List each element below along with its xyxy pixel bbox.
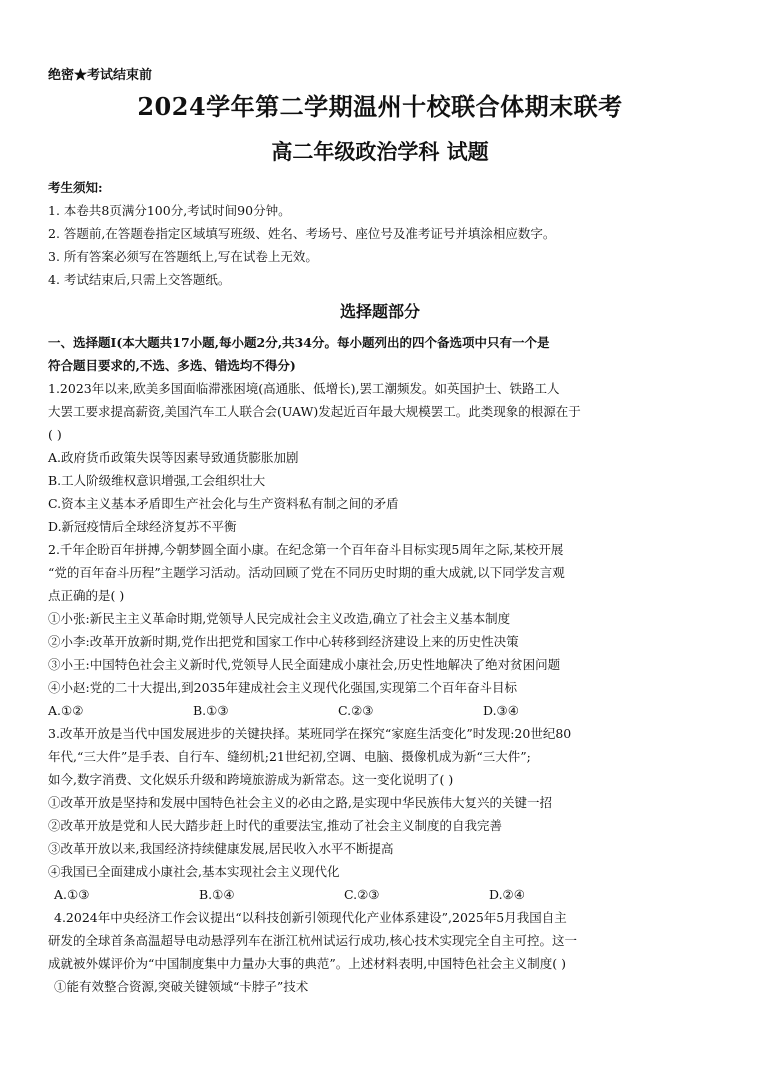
question-stem: 如今,数字消费、文化娱乐升级和跨境旅游成为新常态。这一变化说明了( ): [48, 772, 454, 787]
question-2: [48, 538, 714, 722]
answer-choice: B.①③: [193, 703, 229, 718]
part-intro: 符合题目要求的,不选、多选、错选均不得分): [48, 358, 296, 373]
question-stem: ( ): [48, 427, 62, 442]
question-stem: 2.千年企盼百年拼搏,今朝梦圆全面小康。在纪念第一个百年奋斗目标实现5周年之际,某校开展: [48, 542, 564, 557]
question-stem: 大罢工要求提高薪资,美国汽车工人联合会(UAW)发起近百年最大规模罢工。此类现象的根源在于: [48, 404, 581, 419]
question-stem: 点正确的是( ): [48, 588, 125, 603]
exam-subtitle: 高二年级政治学科 试题: [271, 139, 489, 164]
question-1: [48, 377, 714, 538]
statement: ④我国已全面建成小康社会,基本实现社会主义现代化: [48, 864, 340, 879]
statement: ③改革开放以来,我国经济持续健康发展,居民收入水平不断提高: [48, 841, 394, 856]
notice-item: 2. 答题前,在答题卷指定区域填写班级、姓名、考场号、座位号及准考证号并填涂相应数字。: [48, 226, 556, 241]
notice-item: 4. 考试结束后,只需上交答题纸。: [48, 272, 231, 287]
question-stem: 研发的全球首条高温超导电动悬浮列车在浙江杭州试运行成功,核心技术实现完全自主可控。这一: [48, 933, 577, 948]
statement: ③小王:中国特色社会主义新时代,党领导人民全面建成小康社会,历史性地解决了绝对贫困问题: [48, 657, 561, 672]
questions: [48, 331, 714, 998]
answer-choice: D.③④: [483, 703, 519, 718]
notice-item: 1. 本卷共8页满分100分,考试时间90分钟。: [48, 203, 291, 218]
notice-heading: 考生须知:: [48, 180, 103, 195]
answer-choice: D.②④: [489, 887, 525, 902]
question-stem: “党的百年奋斗历程”主题学习活动。活动回顾了党在不同历史时期的重大成就,以下同学发言观: [48, 565, 565, 580]
statement: ①改革开放是坚持和发展中国特色社会主义的必由之路,是实现中华民族伟大复兴的关键一招: [48, 795, 552, 810]
choice-row: [48, 883, 714, 906]
statement: ④小赵:党的二十大提出,到2035年建成社会主义现代化强国,实现第二个百年奋斗目标: [48, 680, 517, 695]
question-4: [48, 906, 714, 998]
answer-choice: A.①③: [54, 887, 90, 902]
question-3: [48, 722, 714, 906]
question-stem: 4.2024年中央经济工作会议提出“以科技创新引领现代化产业体系建设”,2025年5月我国自主: [54, 910, 567, 925]
question-stem: 3.改革开放是当代中国发展进步的关键抉择。某班同学在探究“家庭生活变化”时发现:20世纪80: [48, 726, 572, 741]
answer-option: D.新冠疫情后全球经济复苏不平衡: [48, 519, 237, 534]
candidate-notice: [48, 177, 718, 291]
answer-option: C.资本主义基本矛盾即生产社会化与生产资料私有制之间的矛盾: [48, 496, 399, 511]
section-title: 选择题部分: [339, 302, 420, 321]
statement: ①能有效整合资源,突破关键领域“卡脖子”技术: [54, 979, 309, 994]
answer-choice: C.②③: [338, 703, 374, 718]
answer-choice: B.①④: [199, 887, 235, 902]
choice-row: [48, 699, 714, 722]
answer-option: A.政府货币政策失误等因素导致通货膨胀加剧: [48, 450, 299, 465]
answer-option: B.工人阶级维权意识增强,工会组织壮大: [48, 473, 266, 488]
part-intro: 一、选择题Ⅰ(本大题共17小题,每小题2分,共34分。每小题列出的四个备选项中只有一个是: [48, 335, 550, 350]
answer-choice: C.②③: [344, 887, 380, 902]
confidential-mark: 绝密★考试结束前: [48, 68, 153, 83]
exam-title: 2024学年第二学期温州十校联合体期末联考: [137, 92, 623, 121]
answer-choice: A.①②: [48, 703, 84, 718]
statement: ①小张:新民主主义革命时期,党领导人民完成社会主义改造,确立了社会主义基本制度: [48, 611, 511, 626]
statement: ②小李:改革开放新时期,党作出把党和国家工作中心转移到经济建设上来的历史性决策: [48, 634, 519, 649]
question-stem: 成就被外媒评价为“中国制度集中力量办大事的典范”。上述材料表明,中国特色社会主义制度( ): [48, 956, 566, 971]
statement: ②改革开放是党和人民大踏步赶上时代的重要法宝,推动了社会主义制度的自我完善: [48, 818, 502, 833]
notice-item: 3. 所有答案必须写在答题纸上,写在试卷上无效。: [48, 249, 318, 264]
question-stem: 年代,“三大件”是手表、自行车、缝纫机;21世纪初,空调、电脑、摄像机成为新“三大件”;: [48, 749, 531, 764]
question-stem: 1.2023年以来,欧美多国面临滞涨困境(高通胀、低增长),罢工潮频发。如英国护士、铁路工人: [48, 381, 560, 396]
